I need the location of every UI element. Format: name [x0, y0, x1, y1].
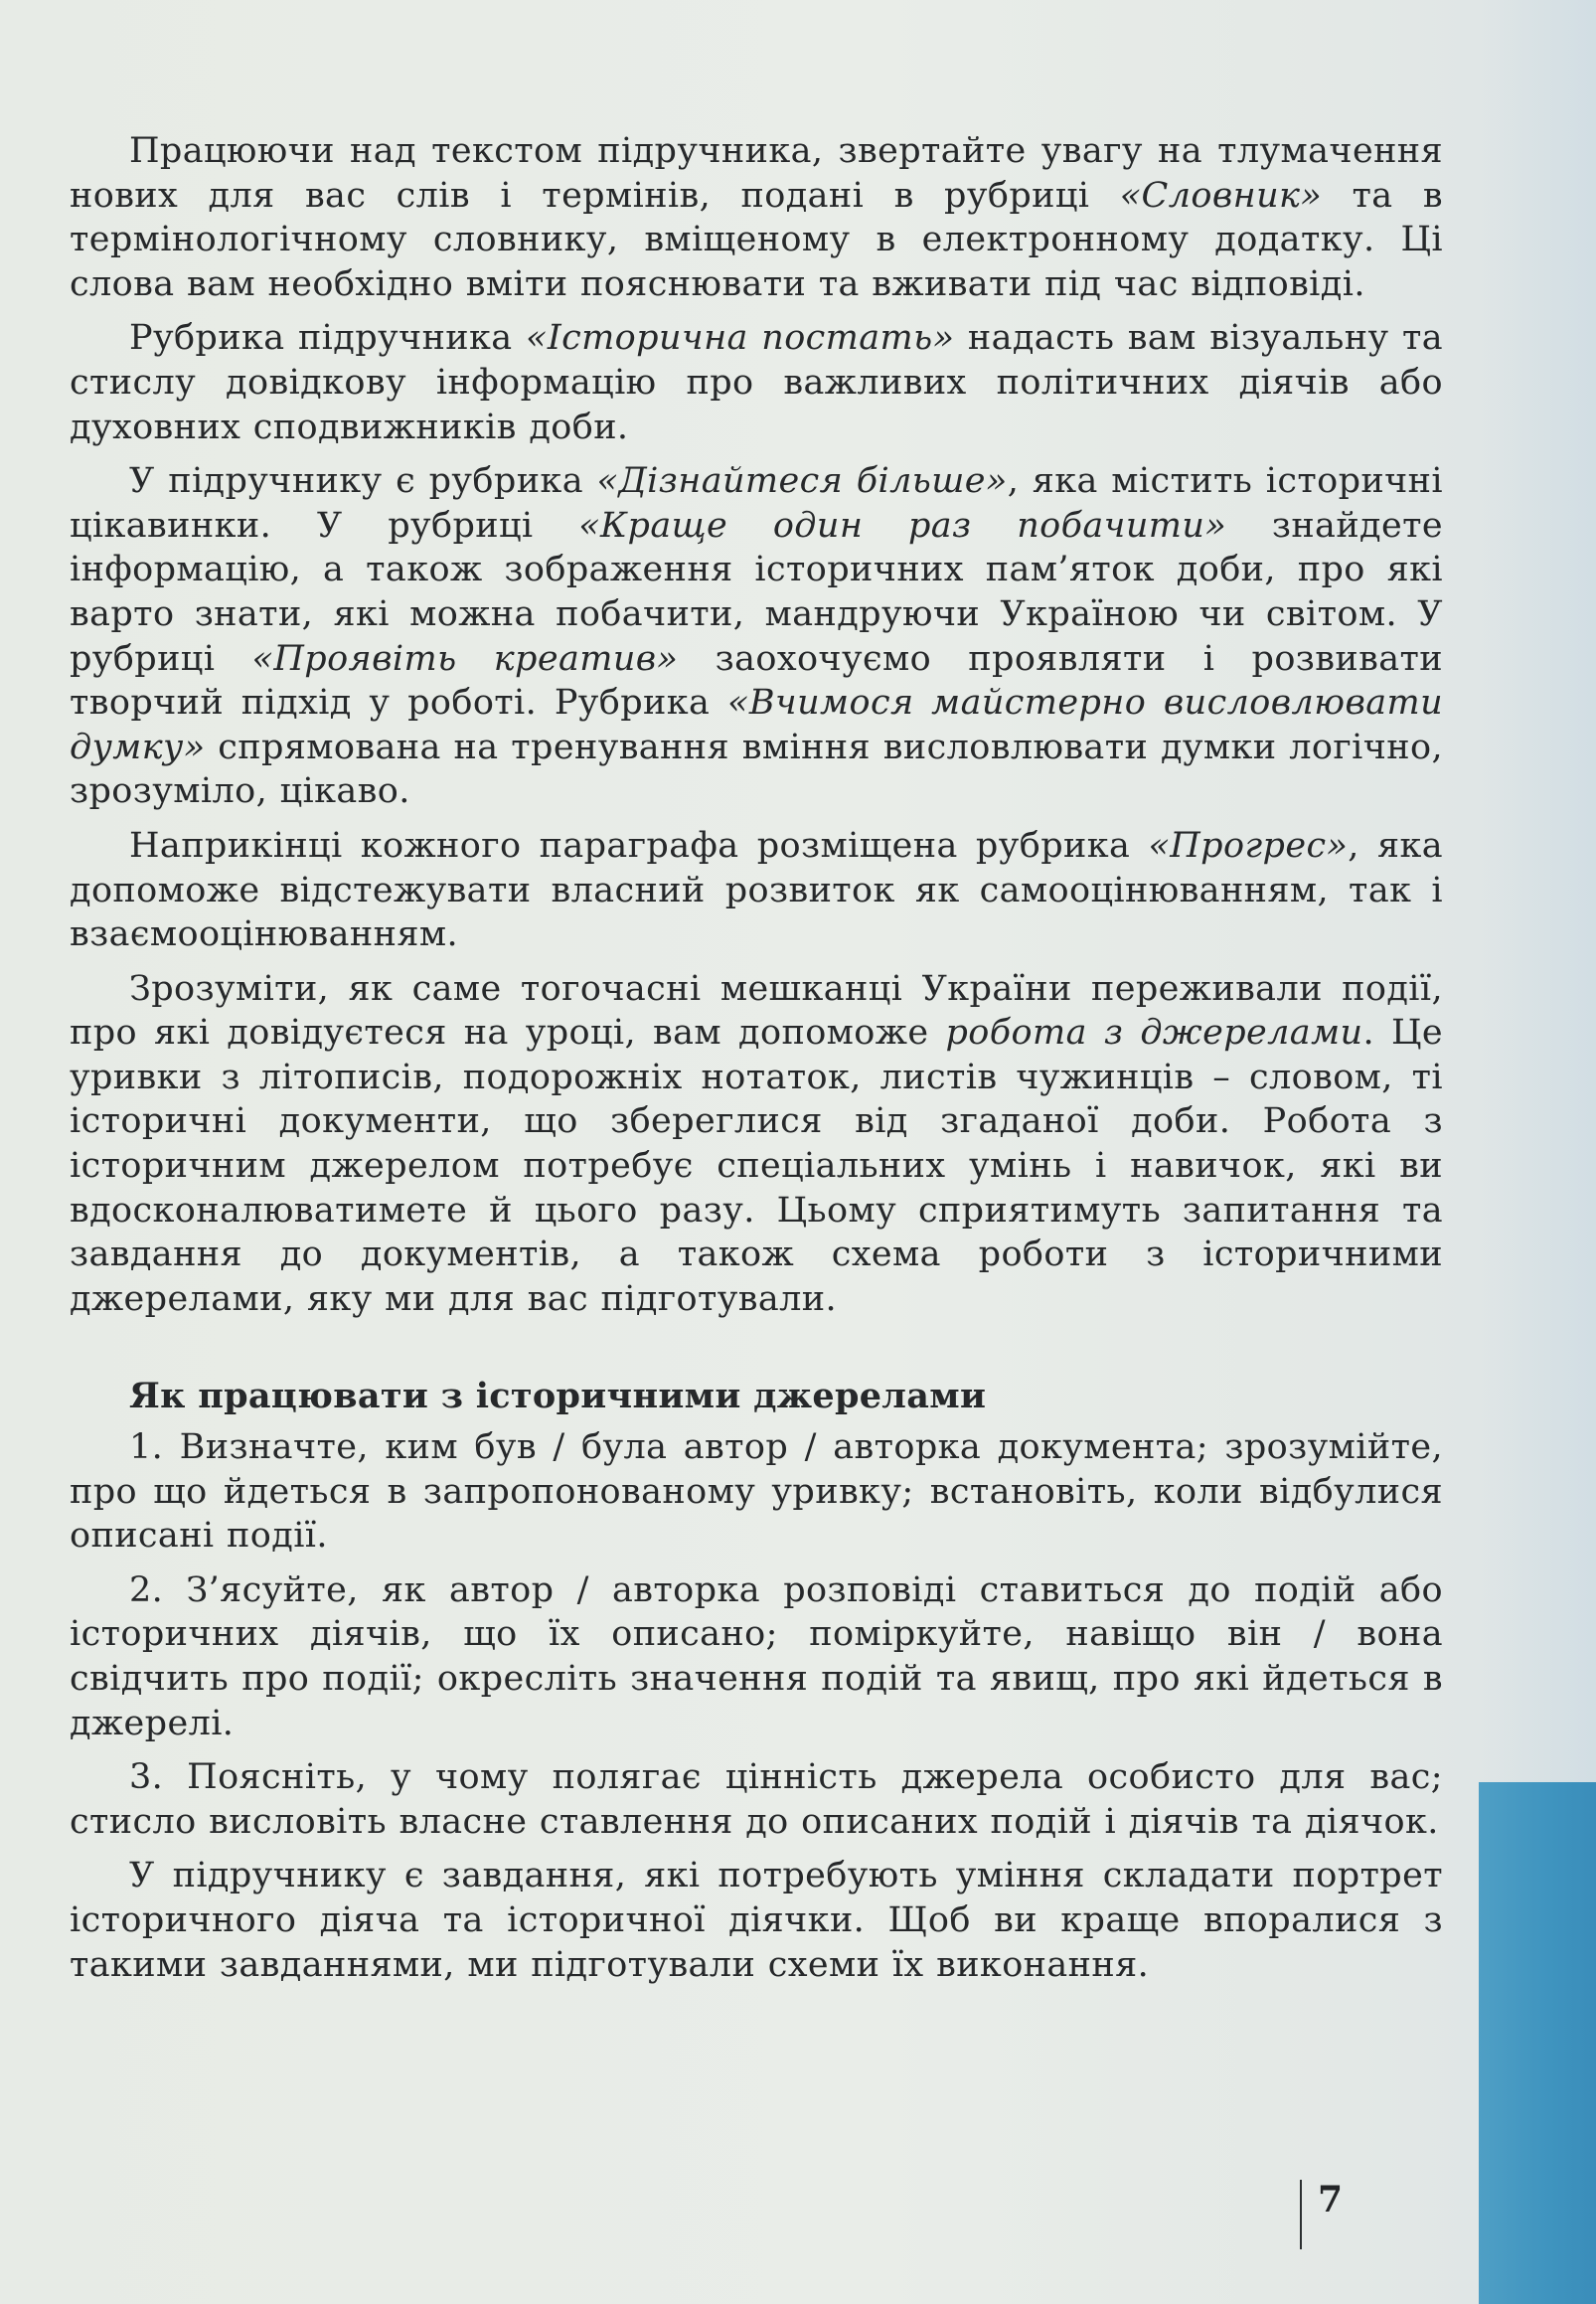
section-heading: Як працювати з історичними джерелами [129, 1376, 987, 1417]
intro-paragraph-3 [70, 459, 1443, 814]
text-column [70, 129, 1443, 1997]
step-2-paragraph: 2. З’ясуйте, як автор / авторка розповіді ставиться до подій або історичних діячів, що їх описано; поміркуйте, навіщо він / вона свідчить про події; окресліть значення подій та явищ, про які йдеться в джерелі. [70, 1569, 1443, 1743]
intro-paragraph-4 [70, 824, 1443, 957]
text-run: . Це уривки з літописів, подорожніх нотаток, листів чужинців – словом, ті історичні документи, що збереглися від згаданої доби. Робота з історичним джерелом потребує спеціальних умінь і навичок, які ви вдосконалюватимете й цього разу. Цьому сприятимуть запитання та завдання до документів, а також схема роботи з історичними джерелами, яку ми для вас підготували. [70, 1013, 1443, 1319]
rubric-name: «Краще один раз побачити» [578, 505, 1227, 546]
step-1-paragraph: 1. Визначте, ким був / була автор / авторка документа; зрозумійте, про що йдеться в запропонованому уривку; встановіть, коли відбулися описані події. [70, 1427, 1443, 1557]
rubric-name: «Проявіть креатив» [251, 638, 679, 679]
page-number: 7 [1318, 2179, 1344, 2221]
text-run: , яка містить історичні цікавинки. У рубриці [70, 461, 1443, 546]
step-3-paragraph: 3. Поясніть, у чому полягає цінність джерела особисто для вас; стисло висловіть власне ставлення до описаних подій і діячів та діячок. [70, 1757, 1443, 1842]
text-run: У підручнику є рубрика [129, 461, 597, 502]
rubric-name: «Прогрес» [1148, 825, 1349, 866]
text-run: Рубрика підручника [129, 318, 527, 359]
intro-paragraph-1 [70, 129, 1443, 306]
text-run: знайдете інформацію, а також зображення історичних пам’яток доби, про які варто знати, які можна побачити, мандруючи Україною чи світом. У рубриці [70, 505, 1443, 679]
rubric-name: «Вчимося майстерно висловлювати думку» [70, 683, 1444, 767]
text-run: Наприкінці кожного параграфа розміщена рубрика [129, 825, 1149, 866]
text-run: Працюючи над текстом підручника, звертайте увагу на тлумачення нових для вас слів і термінів, подані в рубриці [70, 131, 1443, 216]
text-run: спрямована на тренування вміння висловлювати думки логічно, зрозуміло, цікаво. [70, 727, 1443, 812]
rubric-name: «Словник» [1119, 175, 1323, 216]
rubric-name: робота з джерелами [945, 1013, 1363, 1054]
text-run: Зрозуміти, як саме тогочасні мешканці України переживали події, про які довідуєтеся на уроці, вам допоможе [70, 968, 1443, 1054]
intro-paragraph-5 [70, 967, 1443, 1322]
intro-paragraphs [70, 129, 1443, 1321]
text-run: , яка допоможе відстежувати власний розвиток як самооцінюванням, так і взаємооцінюванням. [70, 825, 1443, 955]
text-run: надасть вам візуальну та стислу довідкову інформацію про важливих політичних діячів або духовних сподвижників доби. [70, 318, 1443, 447]
rubric-name: «Історична постать» [526, 318, 955, 359]
page-number-divider [1300, 2180, 1302, 2249]
text-run: та в термінологічному словнику, вміщеному в електронному додатку. Ці слова вам необхідно вміти пояснювати та вживати під час відповіді. [70, 175, 1443, 304]
section-color-tab [1479, 1782, 1596, 2304]
intro-paragraph-2 [70, 316, 1443, 449]
closing-paragraph: У підручнику є завдання, які потребують уміння складати портрет історичного діяча та історичної діячки. Щоб ви краще впоралися з такими завданнями, ми підготували схеми їх виконання. [70, 1856, 1443, 1985]
rubric-name: «Дізнайтеся більше» [596, 461, 1008, 502]
text-run: заохочуємо проявляти і розвивати творчий підхід у роботі. Рубрика [70, 638, 1443, 724]
